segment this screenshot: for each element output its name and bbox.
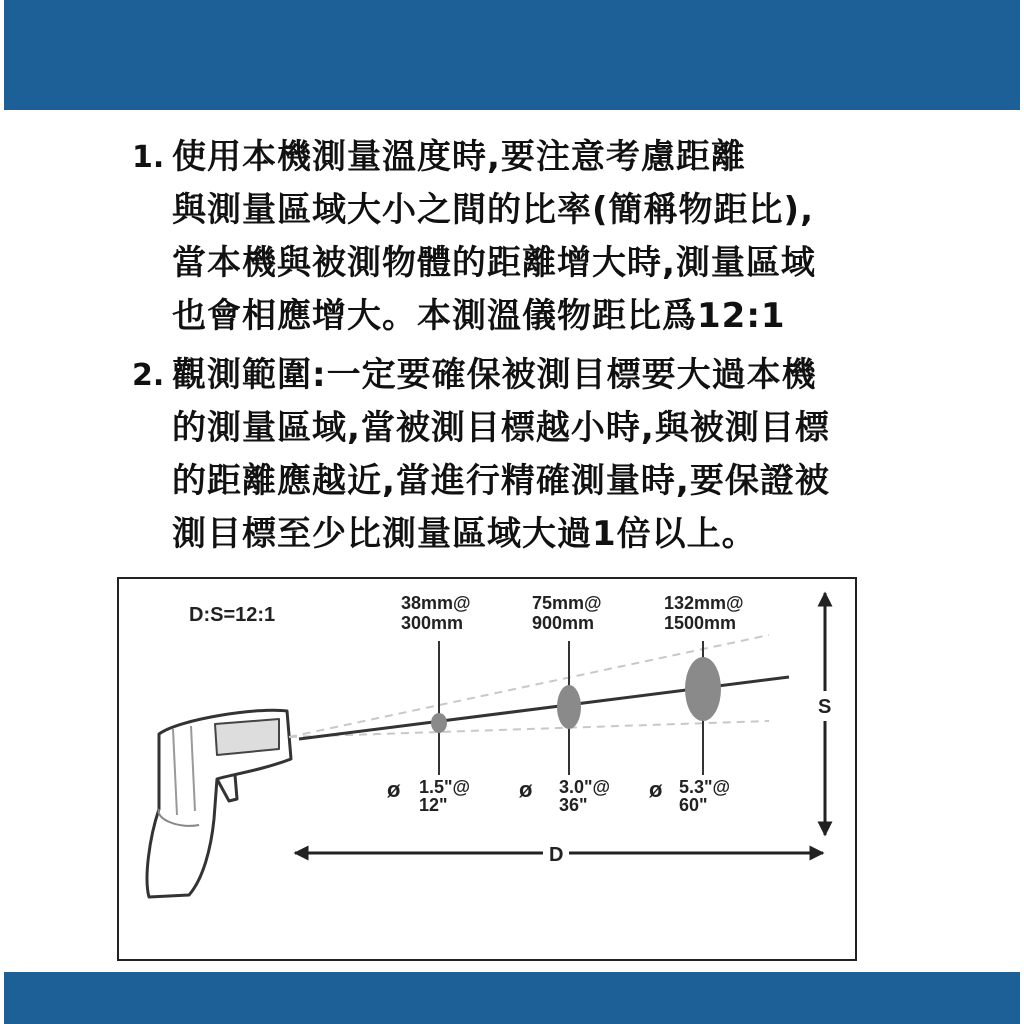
bottom-label-1-line2: 12" xyxy=(419,795,448,815)
ratio-label: D:S=12:1 xyxy=(189,604,276,626)
item2-line-3: 的距離應越近,當進行精確測量時,要保證被 xyxy=(172,461,830,501)
item2-line-4: 測目標至少比測量區域大過1倍以上。 xyxy=(172,514,757,554)
spot-small xyxy=(431,713,447,733)
top-label-1-line2: 300mm xyxy=(401,613,464,633)
item1-line-4: 也會相應增大。本測溫儀物距比爲12:1 xyxy=(172,296,786,336)
top-label-1-line1: 38mm@ xyxy=(401,593,471,613)
distance-spot-diagram xyxy=(117,577,857,961)
bottom-label-2-line2: 36" xyxy=(559,795,588,815)
spot-medium xyxy=(557,685,581,729)
top-label-3-line1: 132mm@ xyxy=(664,593,744,613)
top-label-2-line1: 75mm@ xyxy=(532,593,602,613)
thermometer-gun-icon xyxy=(147,710,291,897)
diameter-symbol-3: ø xyxy=(649,777,663,802)
spot-large xyxy=(685,657,721,721)
bottom-label-3-line2: 60" xyxy=(679,795,708,815)
item1-number: 1. xyxy=(132,140,165,175)
item1-line-2: 與測量區域大小之間的比率(簡稱物距比), xyxy=(172,190,814,230)
item1-line-3: 當本機與被測物體的距離增大時,測量區域 xyxy=(172,243,816,283)
bottom-color-band xyxy=(0,972,1024,1024)
s-label: S xyxy=(818,696,832,718)
diagram-canvas xyxy=(119,579,855,959)
item2-number: 2. xyxy=(132,358,165,393)
top-label-3-line2: 1500mm xyxy=(664,613,737,633)
bottom-label-1-line1: 1.5"@ xyxy=(419,777,471,797)
bottom-label-2-line1: 3.0"@ xyxy=(559,777,611,797)
diameter-symbol-2: ø xyxy=(519,777,533,802)
cone-lower-edge xyxy=(289,721,769,737)
d-label: D xyxy=(549,844,564,866)
item2-line-1: 觀測範圍:一定要確保被測目標要大過本機 xyxy=(172,355,817,395)
top-label-2-line2: 900mm xyxy=(532,613,595,633)
bottom-label-3-line1: 5.3"@ xyxy=(679,777,731,797)
item1-line-1: 使用本機測量溫度時,要注意考慮距離 xyxy=(172,137,746,177)
item2-line-2: 的測量區域,當被測目標越小時,與被測目標 xyxy=(172,408,830,448)
diameter-symbol-1: ø xyxy=(387,777,401,802)
top-color-band xyxy=(0,0,1024,110)
